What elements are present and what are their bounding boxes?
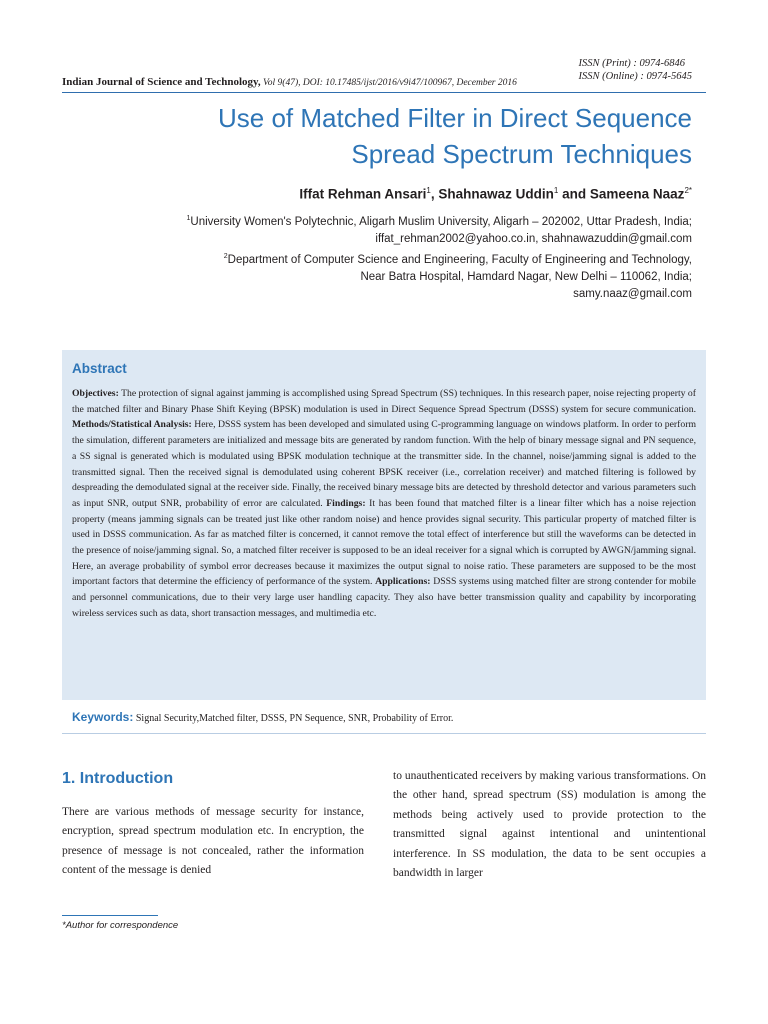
abstract-box: [62, 350, 706, 700]
issn-block: [579, 57, 692, 83]
affil-2-email[interactable]: samy.naaz@gmail.com: [573, 287, 692, 300]
affil-2-marker: 2: [223, 252, 228, 260]
affil-1-line-1: University Women's Polytechnic, Aligarh Muslim University, Aligarh – 202002, Uttar Pradesh, India;: [190, 215, 692, 228]
affil-2-line-1: Department of Computer Science and Engineering, Faculty of Engineering and Technology,: [227, 253, 692, 266]
author-1-affil: 1: [426, 186, 431, 195]
footnote: *Author for correspondence: [62, 920, 179, 931]
abstract-heading: Abstract: [72, 361, 127, 376]
keywords-label: Keywords:: [72, 710, 134, 724]
author-2-affil: 1: [553, 186, 559, 195]
keywords-rule: [62, 733, 706, 734]
title-line-2: Spread Spectrum Techniques: [351, 139, 692, 169]
issn-print: ISSN (Print) : 0974-6846: [578, 58, 685, 69]
author-sep: ,: [430, 186, 439, 202]
abstract-label-applications: Applications:: [375, 576, 431, 588]
abstract-methods: Here, DSSS system has been developed and simulated using C-programming language on windows platform. In order to perform the simulation, different parameters are initialized and message bits are generated by random function. With the help of binary message signal and PN sequence, a SS signal is generated which is modulated using BPSK modulation technique at the transmitter side. In the channel, noise/jamming signal is added to the transmitted signal. Then the received signal is demodulated using coherent BPSK receiver (i.e., correlation receiver) and matched filtering is followed by despreading the demodulated signal at the receiver side. Finally, the received binary message bits are detected by threshold detector and various parameters such as input SNR, output SNR, probability of error are calculated.: [72, 419, 696, 509]
journal-name: Indian Journal of Science and Technology,: [62, 76, 261, 88]
keywords-text: Signal Security,Matched filter, DSSS, PN Sequence, SNR, Probability of Error.: [133, 713, 454, 724]
paper-title: [52, 100, 692, 172]
author-3-affil: 2*: [684, 186, 692, 195]
author-2: Shahnawaz Uddin: [438, 186, 554, 202]
journal-citation: [62, 76, 517, 88]
abstract-text: [72, 386, 696, 622]
abstract-label-findings: Findings:: [326, 497, 366, 509]
intro-right-column: to unauthenticated receivers by making various transformations. On the other hand, spread spectrum (SS) modulation is among the methods being actively used to provide protection to the transmitted signal against intentional and unintentional interference. In SS modulation, the data to be sent occupies a bandwidth in larger: [393, 770, 706, 880]
abstract-label-methods: Methods/Statistical Analysis:: [72, 419, 192, 431]
affil-2-line-2: Near Batra Hospital, Hamdard Nagar, New Delhi – 110062, India;: [360, 270, 692, 283]
author-list: [299, 186, 692, 202]
affiliations: [52, 210, 692, 303]
abstract-objectives: The protection of signal against jamming is accomplished using Spread Spectrum (SS) techniques. In this research paper, noise rejecting property of the matched filter and Binary Phase Shift Keying (BPSK) modulation is used in Direct Sequence Spread Spectrum (DSSS) system for secure communication.: [72, 388, 696, 415]
author-1: Iffat Rehman Ansari: [299, 186, 427, 202]
affil-1-emails[interactable]: iffat_rehman2002@yahoo.co.in, shahnawazuddin@gmail.com: [375, 232, 692, 245]
issn-online: ISSN (Online) : 0974-5645: [578, 71, 692, 82]
intro-left-column: There are various methods of message security for instance, encryption, spread spectrum modulation etc. In encryption, the presence of message is not concealed, rather the information content of the message is denied: [62, 806, 364, 877]
journal-meta: Vol 9(47), DOI: 10.17485/ijst/2016/v9i47/100967, December 2016: [260, 78, 517, 88]
author-sep: and: [558, 186, 590, 202]
header-rule: [62, 92, 706, 93]
abstract-label-objectives: Objectives:: [72, 388, 119, 399]
author-3: Sameena Naaz: [589, 186, 685, 202]
keywords: [72, 710, 702, 724]
footnote-rule: [62, 915, 158, 916]
affil-1-marker: 1: [186, 215, 191, 222]
abstract-findings: It has been found that matched filter is a linear filter which has a noise rejection property (means jamming signals can be treated just like other random noise) and hence provides signal security. This particular property of matched filter is used in DSSS communication. As far as matched filter is concerned, it cannot remove the total effect of interference but still the waveforms can be detected in the presence of noise/jamming signal. So, a matched filter receiver is supposed to be an ideal receiver for a signal which is corrupted by AWGN/jamming signal. Here, an average probability of symbol error decreases because it maximizes the output signal to noise ratio. These parameters are supposed to be the most important factors that determine the efficiency of performance of the system.: [72, 497, 697, 588]
title-line-1: Use of Matched Filter in Direct Sequence: [218, 103, 692, 133]
section-heading-introduction: 1. Introduction: [62, 770, 174, 787]
abstract-applications: DSSS systems using matched filter are strong contender for mobile and personnel communications, due to their very large user handling capacity. They also have better transmission quality and capability by incorporating wireless services such as data, short transaction messages, and multimedia etc.: [72, 576, 696, 619]
